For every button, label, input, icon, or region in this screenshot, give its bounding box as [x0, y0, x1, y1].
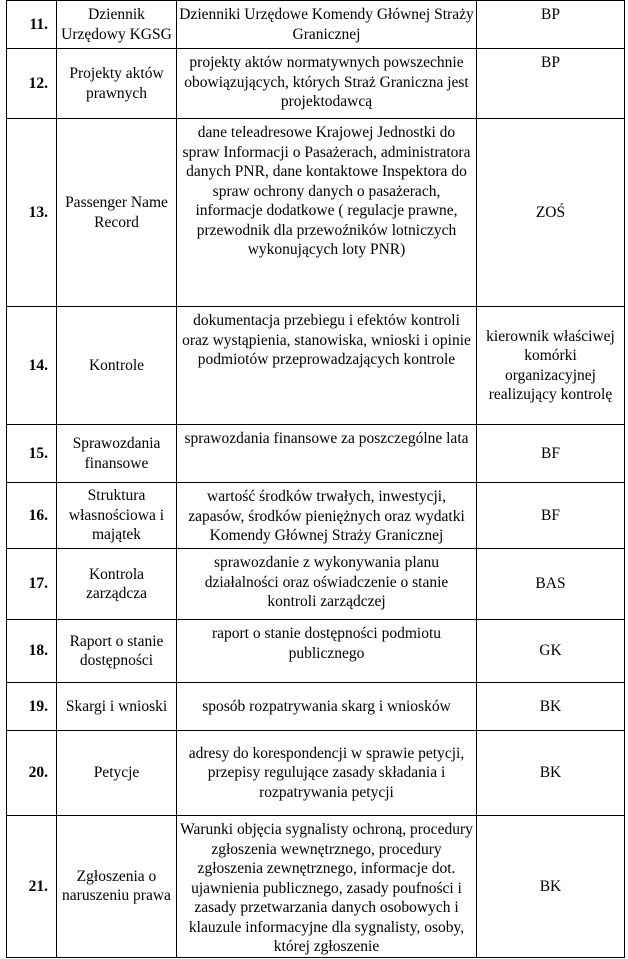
table-row: [7, 731, 625, 816]
row-number: 15.: [7, 425, 57, 483]
row-unit: BF: [477, 425, 625, 483]
row-description: Dzienniki Urzędowe Komendy Głównej Straży Granicznej: [177, 1, 477, 49]
table-row: [7, 119, 625, 307]
row-description: sposób rozpatrywania skarg i wniosków: [177, 683, 477, 731]
row-name: Zgłoszenia o naruszeniu prawa: [57, 816, 177, 958]
table-row: [7, 49, 625, 119]
row-name: Raport o stanie dostępności: [57, 620, 177, 683]
row-unit: BF: [477, 483, 625, 549]
row-unit: BP: [477, 49, 625, 119]
row-number: 18.: [7, 620, 57, 683]
table-row: [7, 620, 625, 683]
table-row: [7, 307, 625, 425]
row-number: 17.: [7, 549, 57, 620]
row-description: dane teleadresowe Krajowej Jednostki do spraw Informacji o Pasażerach, administratora danych PNR, dane kontaktowe Inspektora do spraw ochrony danych o pasażerach, informacje dodatkowe ( regulacje prawne, przewodnik dla przewoźników lotniczych wykonujących loty PNR): [177, 119, 477, 307]
row-number: 14.: [7, 307, 57, 425]
row-unit: BAS: [477, 549, 625, 620]
row-description: raport o stanie dostępności podmiotu publicznego: [177, 620, 477, 683]
row-description: projekty aktów normatywnych powszechnie obowiązujących, których Straż Graniczna jest projektodawcą: [177, 49, 477, 119]
row-number: 19.: [7, 683, 57, 731]
row-number: 12.: [7, 49, 57, 119]
row-number: 20.: [7, 731, 57, 816]
row-name: Kontrole: [57, 307, 177, 425]
table-row: [7, 1, 625, 49]
row-unit: GK: [477, 620, 625, 683]
row-number: 16.: [7, 483, 57, 549]
row-unit: BK: [477, 731, 625, 816]
row-name: Projekty aktów prawnych: [57, 49, 177, 119]
row-number: 21.: [7, 816, 57, 958]
row-name: Skargi i wnioski: [57, 683, 177, 731]
document-table: [6, 0, 625, 958]
row-name: Sprawozdania finansowe: [57, 425, 177, 483]
row-unit: ZOŚ: [477, 119, 625, 307]
row-name: Passenger Name Record: [57, 119, 177, 307]
row-description: sprawozdania finansowe za poszczególne lata: [177, 425, 477, 483]
table-row: [7, 683, 625, 731]
table-row: [7, 483, 625, 549]
row-unit: BK: [477, 816, 625, 958]
row-description: wartość środków trwałych, inwestycji, zapasów, środków pieniężnych oraz wydatki Komendy Głównej Straży Granicznej: [177, 483, 477, 549]
table-row: [7, 425, 625, 483]
row-unit: kierownik właściwej komórki organizacyjnej realizujący kontrolę: [477, 307, 625, 425]
row-description: adresy do korespondencji w sprawie petycji, przepisy regulujące zasady składania i rozpatrywania petycji: [177, 731, 477, 816]
row-unit: BP: [477, 1, 625, 49]
row-name: Struktura własnościowa i majątek: [57, 483, 177, 549]
row-description: sprawozdanie z wykonywania planu działalności oraz oświadczenie o stanie kontroli zarządczej: [177, 549, 477, 620]
row-description: Warunki objęcia sygnalisty ochroną, procedury zgłoszenia wewnętrznego, procedury zgłoszenia zewnętrznego, informacje dot. ujawnienia publicznego, zasady poufności i zasady przetwarzania danych osobowych i klauzule informacyjne dla sygnalisty, osoby, której zgłoszenie: [177, 816, 477, 958]
table-row: [7, 549, 625, 620]
row-name: Petycje: [57, 731, 177, 816]
row-number: 11.: [7, 1, 57, 49]
row-name: Kontrola zarządcza: [57, 549, 177, 620]
table-row: [7, 816, 625, 958]
row-number: 13.: [7, 119, 57, 307]
row-unit: BK: [477, 683, 625, 731]
row-name: Dziennik Urzędowy KGSG: [57, 1, 177, 49]
row-description: dokumentacja przebiegu i efektów kontroli oraz wystąpienia, stanowiska, wnioski i opinie podmiotów przeprowadzających kontrole: [177, 307, 477, 425]
